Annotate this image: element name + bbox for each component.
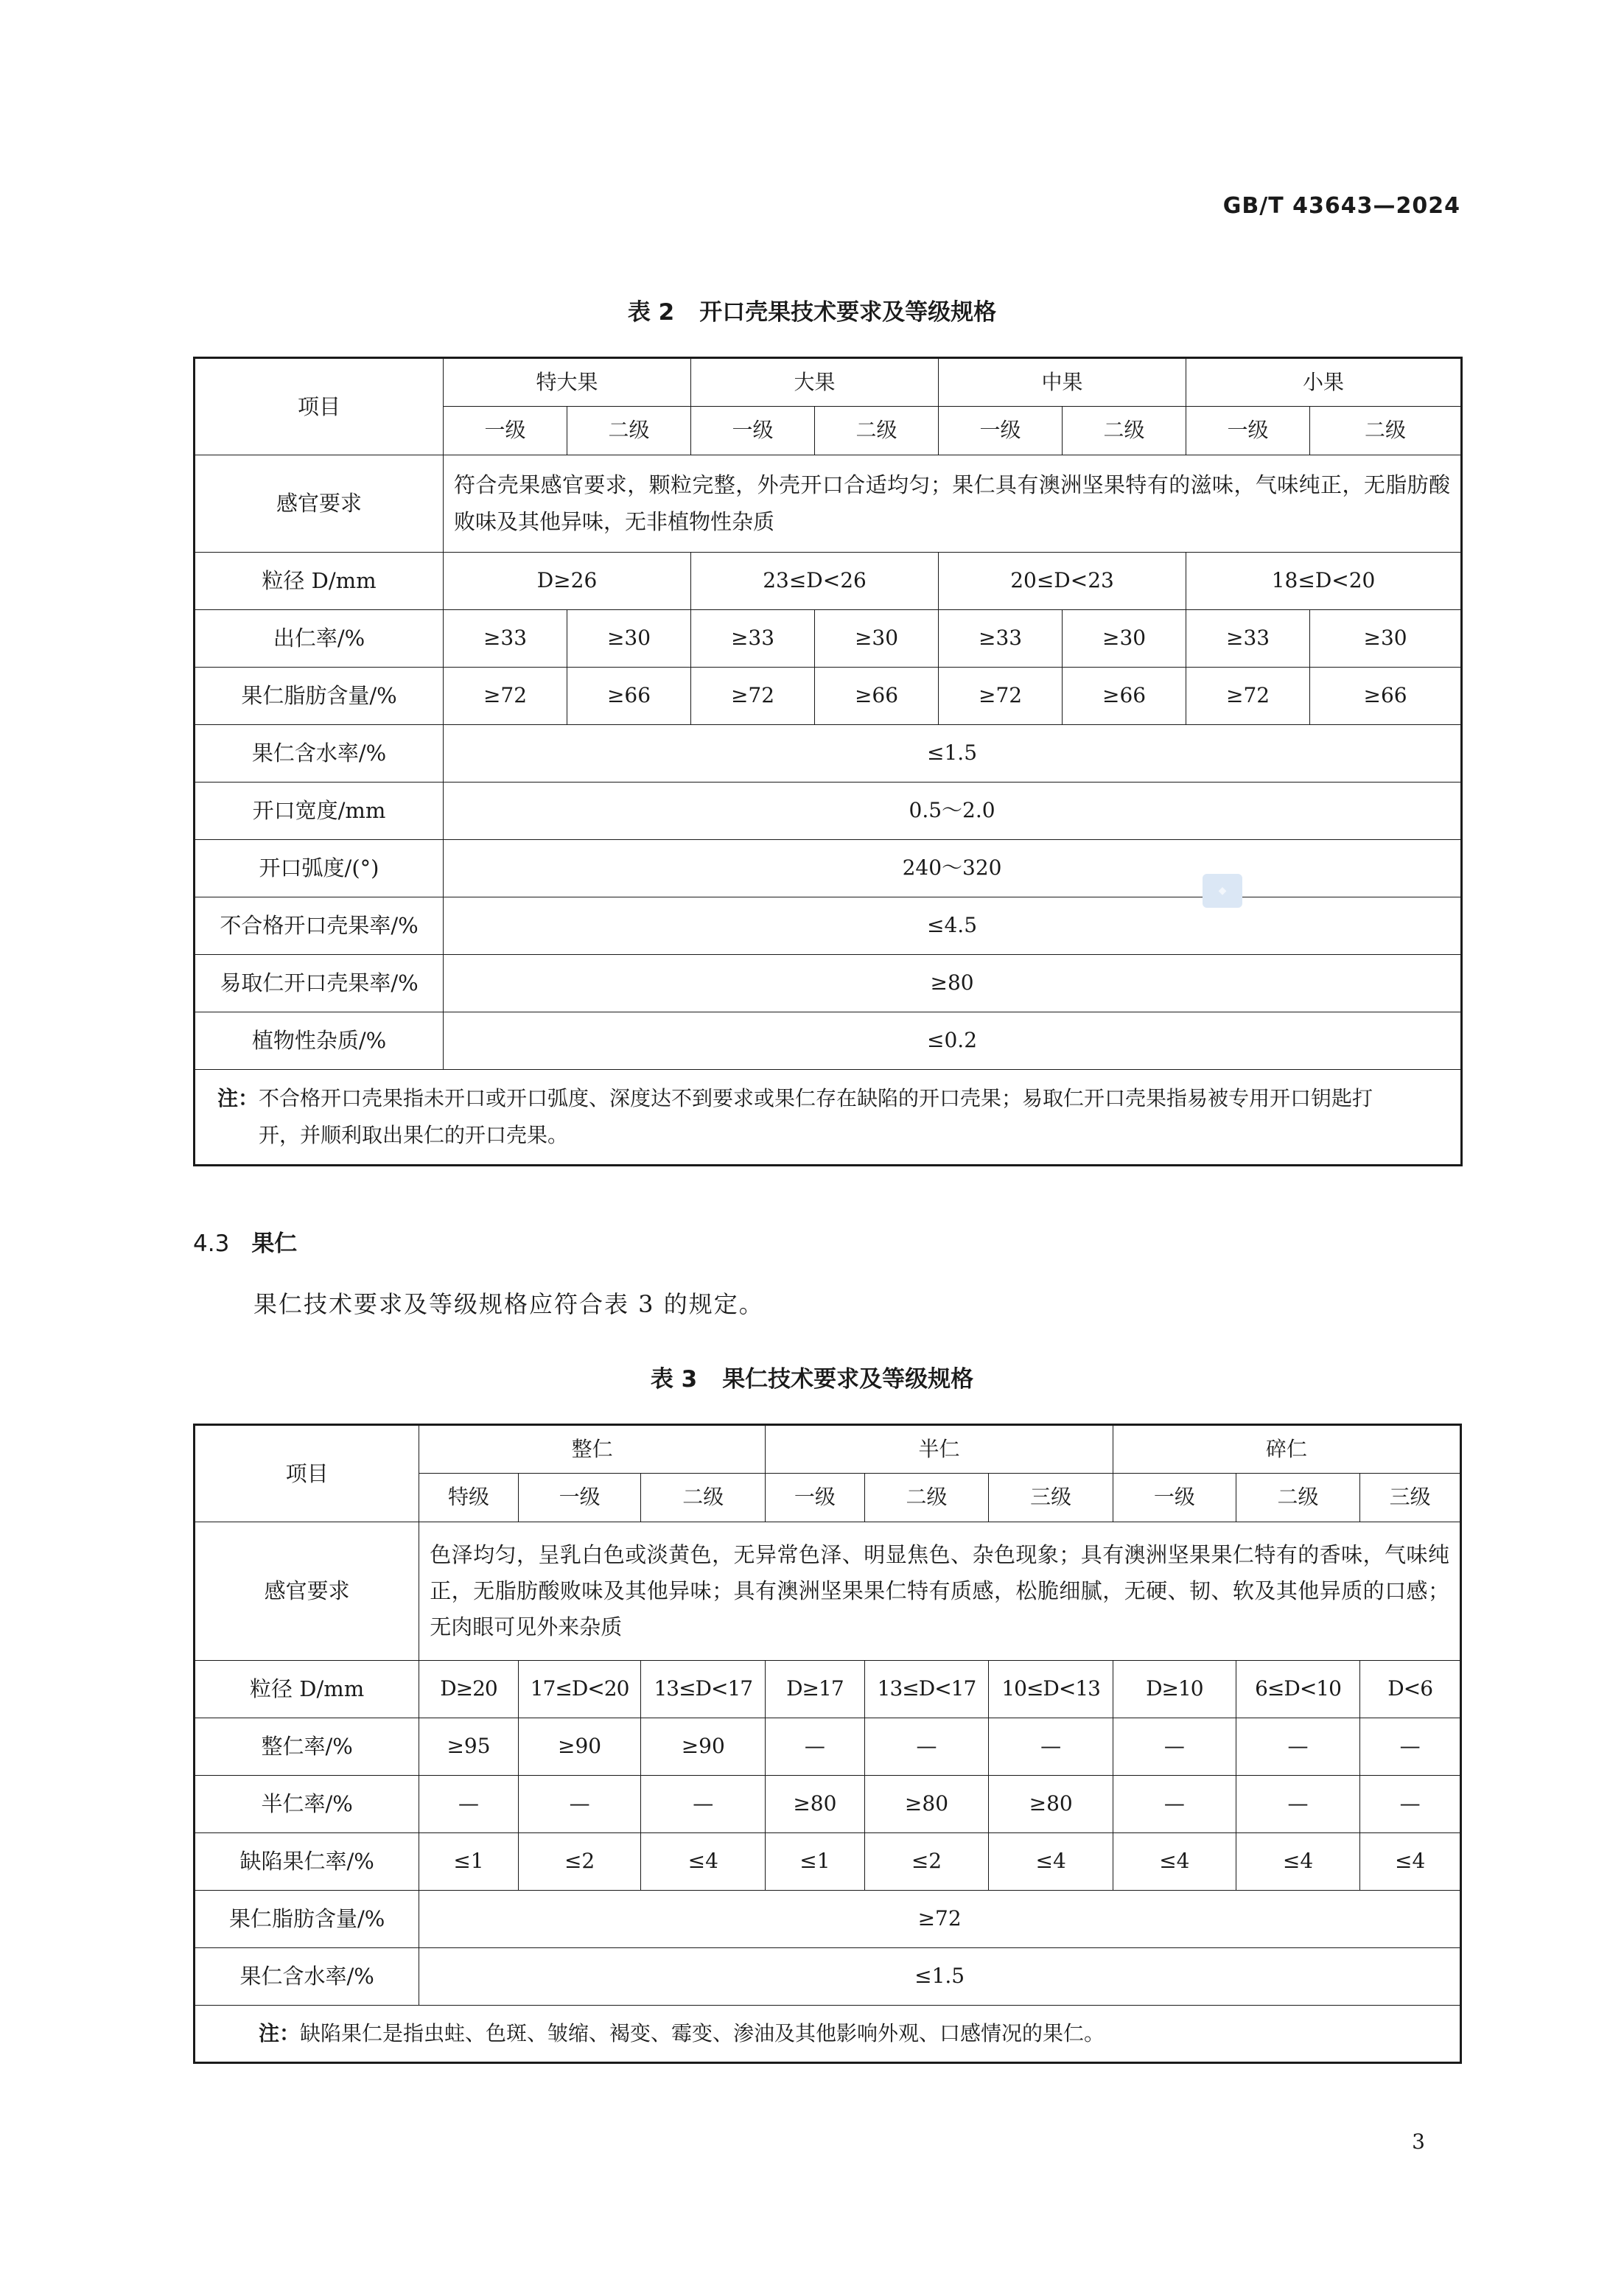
table2-sensory-text: 符合壳果感官要求，颗粒完整，外壳开口合适均匀；果仁具有澳洲坚果特有的滋味，气味纯正，无脂肪酸败味及其他异味，无非植物性杂质 (444, 455, 1462, 553)
table2-grade-header: 二级 (567, 407, 691, 455)
table2-kernel-rate-value: ≥33 (939, 610, 1063, 668)
table2-fat-value: ≥72 (691, 668, 815, 725)
table3-whole-rate-value: ≥95 (419, 1718, 519, 1776)
section-heading (193, 1225, 297, 1258)
table2-size-header: 中果 (939, 358, 1186, 407)
table3-whole-rate-label: 整仁率/% (195, 1718, 419, 1776)
table2-grade-header: 一级 (939, 407, 1063, 455)
table3-moisture-value: ≤1.5 (419, 1948, 1461, 2006)
table2-width-value: 0.5～2.0 (444, 783, 1462, 840)
table3-half-rate-value: — (1360, 1776, 1461, 1833)
table3-half-rate-label: 半仁率/% (195, 1776, 419, 1833)
table3-diameter-value: D≥17 (766, 1661, 865, 1718)
table3-group-header: 整仁 (419, 1425, 766, 1474)
table2-note (195, 1070, 1462, 1166)
table3-diameter-value: D≥10 (1113, 1661, 1236, 1718)
table3-whole-rate-value: — (1360, 1718, 1461, 1776)
table2-item-header: 项目 (195, 358, 444, 455)
table2-kernel-rate-value: ≥33 (444, 610, 567, 668)
table3-half-rate-value: ≥80 (989, 1776, 1113, 1833)
table3-sensory-text: 色泽均匀，呈乳白色或淡黄色，无异常色泽、明显焦色、杂色现象；具有澳洲坚果果仁特有的香味，气味纯正，无脂肪酸败味及其他异味；具有澳洲坚果果仁特有质感，松脆细腻，无硬、韧、软及其他异质的口感；无肉眼可见外来杂质 (419, 1522, 1461, 1661)
table2-diameter-value: 20≤D<23 (939, 553, 1186, 610)
table2-caption-number: 表 2 (627, 299, 675, 326)
table3-group-header: 碎仁 (1113, 1425, 1461, 1474)
table2-fat-value: ≥66 (1310, 668, 1462, 725)
table2-grade-header: 二级 (1063, 407, 1186, 455)
table2-fat-value: ≥72 (1186, 668, 1310, 725)
table3-grade-header: 一级 (766, 1474, 865, 1522)
table2-size-header: 小果 (1186, 358, 1462, 407)
standard-code: GB/T 43643—2024 (1222, 193, 1460, 219)
table2-size-header: 大果 (691, 358, 939, 407)
table3-caption-number: 表 3 (650, 1366, 698, 1393)
table2-unqualified-label: 不合格开口壳果率/% (195, 897, 444, 955)
table3-diameter-label: 粒径 D/mm (195, 1661, 419, 1718)
table3-half-rate-value: — (1113, 1776, 1236, 1833)
table3-defect-rate-value: ≤4 (989, 1833, 1113, 1891)
table2-moisture-label: 果仁含水率/% (195, 725, 444, 783)
table3-defect-rate-value: ≤2 (518, 1833, 641, 1891)
table2-caption (0, 293, 1624, 326)
table3-grade-header: 三级 (989, 1474, 1113, 1522)
table3-half-rate-value: ≥80 (766, 1776, 865, 1833)
table3 (193, 1424, 1462, 2064)
table2-easy-value: ≥80 (444, 955, 1462, 1012)
table2-grade-header: 一级 (1186, 407, 1310, 455)
table2-fat-value: ≥66 (1063, 668, 1186, 725)
table3-half-rate-value: — (1236, 1776, 1360, 1833)
table3-defect-rate-value: ≤4 (1113, 1833, 1236, 1891)
table3-note (195, 2006, 1461, 2063)
table3-sensory-label: 感官要求 (195, 1522, 419, 1661)
table2-kernel-rate-value: ≥33 (1186, 610, 1310, 668)
table3-note-label: 注： (259, 2020, 301, 2045)
table3-grade-header: 二级 (1236, 1474, 1360, 1522)
table3-half-rate-value: — (641, 1776, 766, 1833)
table2-moisture-value: ≤1.5 (444, 725, 1462, 783)
table3-grade-header: 一级 (518, 1474, 641, 1522)
table3-half-rate-value: ≥80 (864, 1776, 989, 1833)
table2-arc-label: 开口弧度/(°) (195, 840, 444, 897)
table3-diameter-value: D≥20 (419, 1661, 519, 1718)
table2-caption-title: 开口壳果技术要求及等级规格 (699, 299, 997, 326)
table3-defect-rate-label: 缺陷果仁率/% (195, 1833, 419, 1891)
table3-defect-rate-value: ≤1 (766, 1833, 865, 1891)
table3-grade-header: 三级 (1360, 1474, 1461, 1522)
table3-grade-header: 一级 (1113, 1474, 1236, 1522)
table2-kernel-rate-value: ≥30 (567, 610, 691, 668)
table2-fat-value: ≥72 (444, 668, 567, 725)
table3-item-header: 项目 (195, 1425, 419, 1522)
table2-diameter-label: 粒径 D/mm (195, 553, 444, 610)
table3-defect-rate-value: ≤4 (1360, 1833, 1461, 1891)
table3-half-rate-value: — (518, 1776, 641, 1833)
table3-diameter-value: 10≤D<13 (989, 1661, 1113, 1718)
table2-grade-header: 一级 (444, 407, 567, 455)
table2-fat-value: ≥66 (567, 668, 691, 725)
table2-kernel-rate-value: ≥30 (815, 610, 939, 668)
table2-kernel-rate-value: ≥33 (691, 610, 815, 668)
table3-defect-rate-value: ≤4 (641, 1833, 766, 1891)
table3-grade-header: 二级 (641, 1474, 766, 1522)
table3-caption (0, 1360, 1624, 1393)
table3-whole-rate-value: — (989, 1718, 1113, 1776)
table2 (193, 357, 1463, 1166)
table3-diameter-value: 13≤D<17 (641, 1661, 766, 1718)
watermark-icon: ◆ (1203, 874, 1242, 908)
table3-whole-rate-value: ≥90 (641, 1718, 766, 1776)
section-number: 4.3 (193, 1230, 230, 1257)
table3-diameter-value: 13≤D<17 (864, 1661, 989, 1718)
table2-impurity-label: 植物性杂质/% (195, 1012, 444, 1070)
table3-whole-rate-value: — (1113, 1718, 1236, 1776)
table3-whole-rate-value: — (864, 1718, 989, 1776)
table3-fat-label: 果仁脂肪含量/% (195, 1891, 419, 1948)
table3-diameter-value: 17≤D<20 (518, 1661, 641, 1718)
table2-unqualified-value: ≤4.5 (444, 897, 1462, 955)
table3-diameter-value: 6≤D<10 (1236, 1661, 1360, 1718)
section-paragraph: 果仁技术要求及等级规格应符合表 3 的规定。 (253, 1290, 764, 1318)
table3-fat-value: ≥72 (419, 1891, 1461, 1948)
page-number: 3 (1412, 2129, 1425, 2154)
table3-defect-rate-value: ≤1 (419, 1833, 519, 1891)
table3-whole-rate-value: — (766, 1718, 865, 1776)
table2-sensory-label: 感官要求 (195, 455, 444, 553)
table3-whole-rate-value: — (1236, 1718, 1360, 1776)
table3-group-header: 半仁 (766, 1425, 1113, 1474)
table3-caption-title: 果仁技术要求及等级规格 (722, 1366, 974, 1393)
table3-note-text: 缺陷果仁是指虫蛀、色斑、皱缩、褐变、霉变、渗油及其他影响外观、口感情况的果仁。 (300, 2020, 1105, 2045)
table3-half-rate-value: — (419, 1776, 519, 1833)
table2-impurity-value: ≤0.2 (444, 1012, 1462, 1070)
table2-grade-header: 一级 (691, 407, 815, 455)
table2-diameter-value: 18≤D<20 (1186, 553, 1462, 610)
table2-kernel-rate-value: ≥30 (1063, 610, 1186, 668)
table3-grade-header: 二级 (864, 1474, 989, 1522)
table2-grade-header: 二级 (815, 407, 939, 455)
table3-defect-rate-value: ≤2 (864, 1833, 989, 1891)
table3-grade-header: 特级 (419, 1474, 519, 1522)
table2-note-label: 注： (217, 1085, 259, 1110)
table2-grade-header: 二级 (1310, 407, 1462, 455)
table2-arc-value: 240～320 (444, 840, 1462, 897)
table3-diameter-value: D<6 (1360, 1661, 1461, 1718)
table2-note-text: 不合格开口壳果指未开口或开口弧度、深度达不到要求或果仁存在缺陷的开口壳果；易取仁开口壳果指易被专用开口钥匙打开，并顺利取出果仁的开口壳果。 (259, 1085, 1373, 1147)
table2-diameter-value: D≥26 (444, 553, 691, 610)
table2-fat-value: ≥66 (815, 668, 939, 725)
table2-width-label: 开口宽度/mm (195, 783, 444, 840)
table2-kernel-rate-value: ≥30 (1310, 610, 1462, 668)
table3-whole-rate-value: ≥90 (518, 1718, 641, 1776)
table2-easy-label: 易取仁开口壳果率/% (195, 955, 444, 1012)
table2-fat-value: ≥72 (939, 668, 1063, 725)
table2-diameter-value: 23≤D<26 (691, 553, 939, 610)
table2-kernel-rate-label: 出仁率/% (195, 610, 444, 668)
table2-fat-label: 果仁脂肪含量/% (195, 668, 444, 725)
table3-moisture-label: 果仁含水率/% (195, 1948, 419, 2006)
table2-size-header: 特大果 (444, 358, 691, 407)
section-title: 果仁 (251, 1230, 298, 1257)
table3-defect-rate-value: ≤4 (1236, 1833, 1360, 1891)
